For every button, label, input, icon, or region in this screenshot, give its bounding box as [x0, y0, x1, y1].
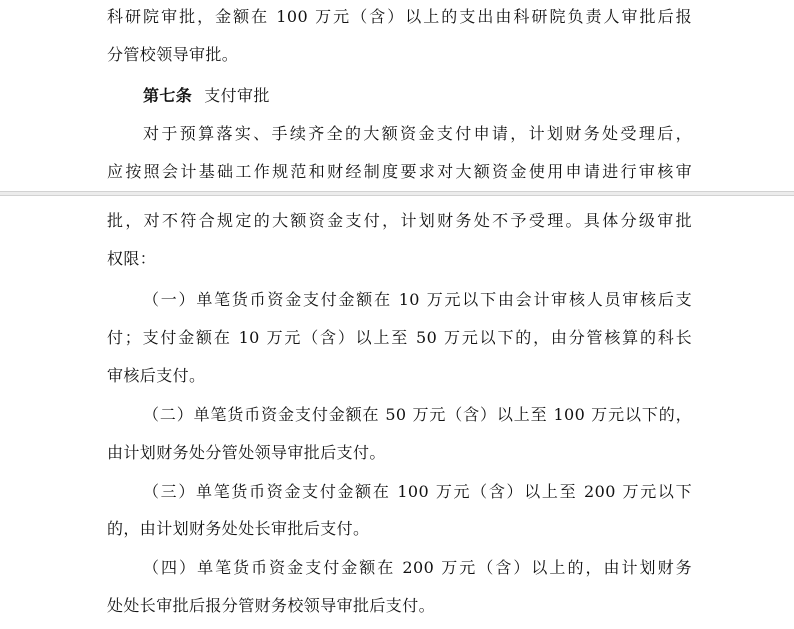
text-line: 批，对不符合规定的大额资金支付，计划财务处不予受理。具体分级审批: [107, 211, 692, 230]
text-line: 的，由计划财务处处长审批后支付。: [107, 519, 370, 538]
text-line: 科研院审批，金额在 100 万元（含）以上的支出由科研院负责人审批后报: [107, 7, 692, 26]
text-line: 分管校领导审批。: [107, 45, 239, 64]
text-line: （二）单笔货币资金支付金额在 50 万元（含）以上至 100 万元以下的，: [143, 405, 692, 424]
text-line: 由计划财务处分管处领导审批后支付。: [107, 443, 386, 462]
text-line: 付；支付金额在 10 万元（含）以上至 50 万元以下的，由分管核算的科长: [107, 328, 692, 347]
text-line: 审核后支付。: [107, 366, 206, 385]
document-page-top: [0, 0, 794, 191]
document-page-bottom: [0, 196, 794, 629]
text-line: （四）单笔货币资金支付金额在 200 万元（含）以上的，由计划财务: [143, 558, 692, 577]
text-line: （三）单笔货币资金支付金额在 100 万元（含）以上至 200 万元以下: [143, 482, 692, 501]
article-heading: [143, 86, 270, 106]
article-number: 第七条: [143, 86, 193, 105]
text-line: 应按照会计基础工作规范和财经制度要求对大额资金使用申请进行审核审: [107, 162, 692, 181]
article-title: 支付审批: [204, 86, 270, 105]
text-line: 对于预算落实、手续齐全的大额资金支付申请，计划财务处受理后，: [143, 124, 692, 143]
text-line: 权限：: [107, 249, 157, 268]
text-line: 处处长审批后报分管财务校领导审批后支付。: [107, 596, 436, 615]
text-line: （一）单笔货币资金支付金额在 10 万元以下由会计审核人员审核后支: [143, 290, 692, 309]
